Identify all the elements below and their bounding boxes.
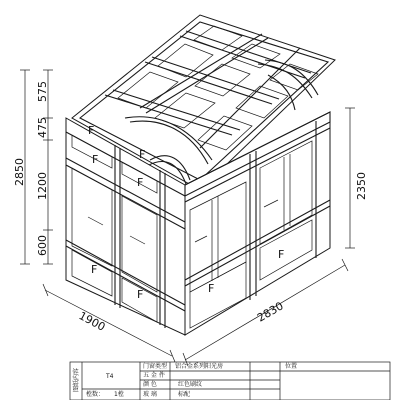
- dim-label-2350: 2350: [355, 172, 368, 200]
- dim-label-475: 475: [36, 117, 49, 138]
- title-door-type-value: 铝合金系列阳光房: [175, 363, 224, 370]
- dim-label-1900: 1900: [76, 309, 108, 334]
- title-color-label: 颜 色: [143, 381, 157, 388]
- title-door-type-label: 门窗类型: [143, 363, 168, 370]
- dim-label-1200: 1200: [36, 172, 49, 200]
- title-quantity-label: 樘数：: [86, 391, 105, 398]
- panel-letter: F: [137, 176, 144, 189]
- panel-letter: F: [92, 153, 99, 166]
- title-glass-label: 玻 璃: [143, 391, 157, 398]
- title-model: T4: [106, 373, 114, 380]
- title-color-value: 红色刷纹: [178, 381, 203, 388]
- panel-letter: F: [137, 288, 144, 301]
- panel-letter: F: [91, 263, 98, 276]
- dim-label-2850: 2850: [13, 158, 26, 186]
- title-block: [70, 362, 390, 400]
- title-glass-value: 标配: [178, 391, 191, 398]
- dim-label-600: 600: [36, 235, 49, 256]
- panel-letter: F: [88, 124, 95, 137]
- panel-letter: F: [208, 282, 215, 295]
- panel-letter: F: [278, 248, 285, 261]
- title-quantity-value: 1樘: [114, 391, 124, 398]
- panel-letter: F: [139, 148, 146, 161]
- title-hardware-label: 五 金 件: [143, 372, 165, 379]
- title-location-label: 位置: [285, 363, 298, 370]
- title-side-label: 图纸内容: [73, 367, 80, 392]
- dim-label-2830: 2830: [255, 299, 286, 325]
- dim-label-575: 575: [36, 81, 49, 102]
